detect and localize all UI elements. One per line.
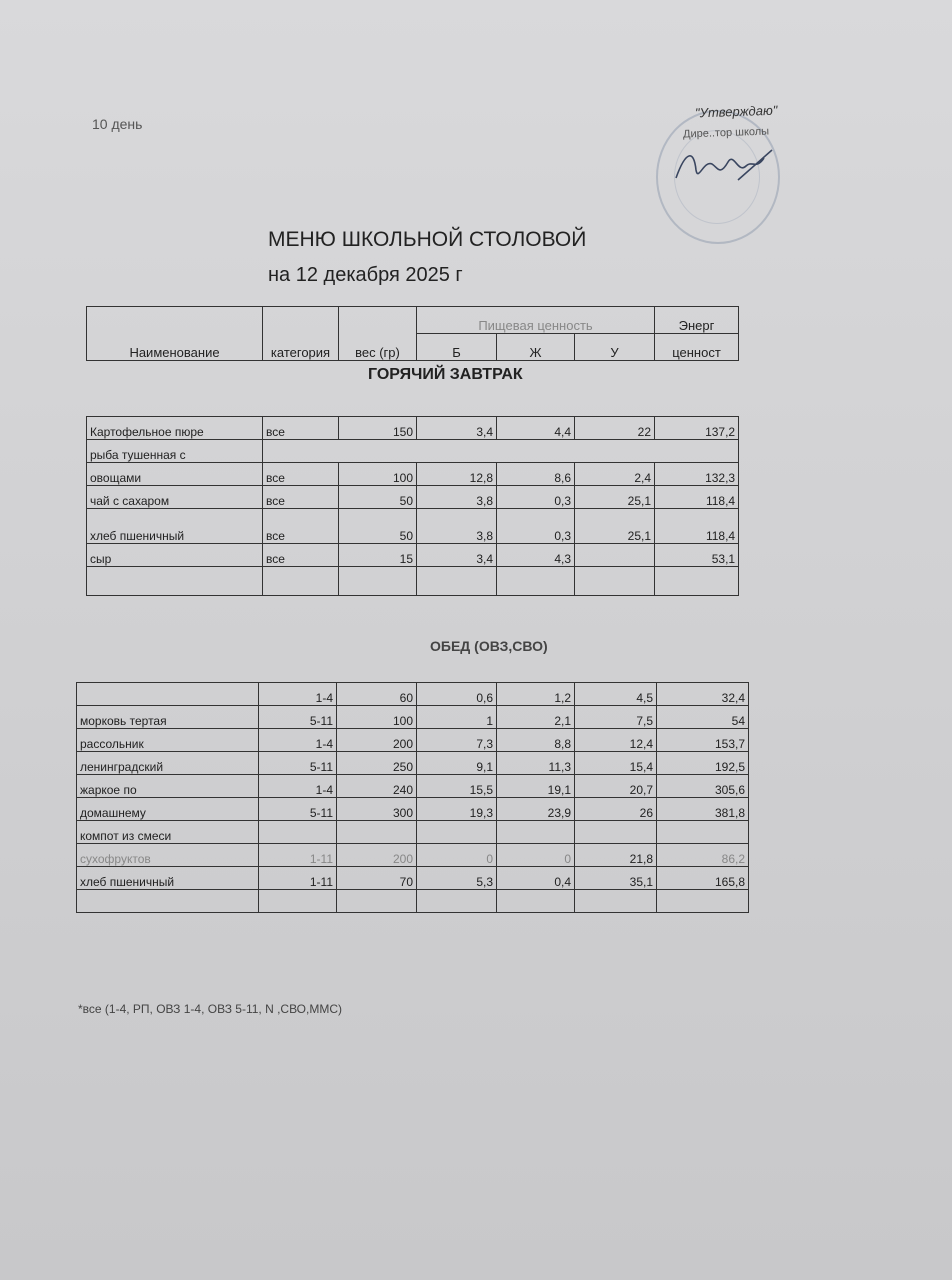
header-nutrition: Пищевая ценность <box>417 307 655 334</box>
table-row <box>87 486 739 509</box>
lunch-zh: 23,9 <box>497 798 575 821</box>
dish-energy: 132,3 <box>655 463 739 486</box>
header-energy-top: Энерг <box>655 307 739 334</box>
header-weight: вес (гр) <box>339 307 417 361</box>
dish-name-cont: овощами <box>87 463 263 486</box>
lunch-category: 5-11 <box>259 752 337 775</box>
lunch-zh: 1,2 <box>497 683 575 706</box>
dish-name: рыба тушенная с <box>87 440 263 463</box>
lunch-weight: 60 <box>337 683 417 706</box>
dish-category: все <box>263 417 339 440</box>
table-row <box>77 844 749 867</box>
lunch-dish-name: хлеб пшеничный <box>77 867 259 890</box>
signature-icon <box>668 140 778 190</box>
dish-category: все <box>263 509 339 544</box>
lunch-title: ОБЕД (ОВЗ,СВО) <box>430 638 548 654</box>
header-u: У <box>575 334 655 361</box>
dish-energy: 118,4 <box>655 486 739 509</box>
dish-b: 3,8 <box>417 509 497 544</box>
header-category: категория <box>263 307 339 361</box>
lunch-category: 1-4 <box>259 729 337 752</box>
lunch-dish-name: рассольник <box>77 729 259 752</box>
lunch-weight: 200 <box>337 844 417 867</box>
table-row-empty <box>77 890 749 913</box>
table-row <box>77 798 749 821</box>
lunch-energy: 86,2 <box>657 844 749 867</box>
lunch-weight: 240 <box>337 775 417 798</box>
lunch-b: 5,3 <box>417 867 497 890</box>
footnote: *все (1-4, РП, ОВЗ 1-4, ОВЗ 5-11, N ,СВО,ММС) <box>78 1002 342 1016</box>
table-row <box>77 683 749 706</box>
lunch-energy: 165,8 <box>657 867 749 890</box>
lunch-weight: 70 <box>337 867 417 890</box>
lunch-weight: 100 <box>337 706 417 729</box>
lunch-energy: 305,6 <box>657 775 749 798</box>
lunch-u: 35,1 <box>575 867 657 890</box>
lunch-u: 7,5 <box>575 706 657 729</box>
lunch-zh: 11,3 <box>497 752 575 775</box>
lunch-u: 26 <box>575 798 657 821</box>
table-row <box>87 544 739 567</box>
header-energy-bottom: ценност <box>655 334 739 361</box>
table-row <box>77 821 749 844</box>
table-row <box>87 440 739 463</box>
dish-u <box>575 544 655 567</box>
lunch-zh: 2,1 <box>497 706 575 729</box>
lunch-dish-name: жаркое по <box>77 775 259 798</box>
lunch-weight: 200 <box>337 729 417 752</box>
day-label: 10 день <box>92 116 143 132</box>
lunch-b: 9,1 <box>417 752 497 775</box>
dish-name: чай с сахаром <box>87 486 263 509</box>
table-row <box>87 463 739 486</box>
breakfast-title: ГОРЯЧИЙ ЗАВТРАК <box>368 366 523 383</box>
table-row <box>77 752 749 775</box>
lunch-category: 1-4 <box>259 775 337 798</box>
lunch-u: 15,4 <box>575 752 657 775</box>
lunch-energy: 32,4 <box>657 683 749 706</box>
dish-u: 25,1 <box>575 509 655 544</box>
lunch-category: 5-11 <box>259 798 337 821</box>
dish-energy: 137,2 <box>655 417 739 440</box>
lunch-b: 7,3 <box>417 729 497 752</box>
lunch-dish-name: компот из смеси <box>77 821 259 844</box>
lunch-u: 21,8 <box>575 844 657 867</box>
lunch-table <box>76 682 749 913</box>
lunch-b: 19,3 <box>417 798 497 821</box>
lunch-zh: 8,8 <box>497 729 575 752</box>
table-row <box>77 706 749 729</box>
lunch-u: 20,7 <box>575 775 657 798</box>
dish-name: хлеб пшеничный <box>87 509 263 544</box>
page-date: на 12 декабря 2025 г <box>268 264 463 286</box>
approval-subtitle: Дире..тор школы <box>682 125 770 141</box>
lunch-b: 0,6 <box>417 683 497 706</box>
lunch-weight: 250 <box>337 752 417 775</box>
dish-weight: 50 <box>339 486 417 509</box>
dish-weight: 150 <box>339 417 417 440</box>
table-row <box>87 417 739 440</box>
lunch-category: 1-11 <box>259 844 337 867</box>
lunch-b: 0 <box>417 844 497 867</box>
header-name: Наименование <box>87 307 263 361</box>
lunch-energy: 192,5 <box>657 752 749 775</box>
lunch-category: 5-11 <box>259 706 337 729</box>
dish-category: все <box>263 544 339 567</box>
dish-b: 12,8 <box>417 463 497 486</box>
lunch-b: 1 <box>417 706 497 729</box>
dish-energy: 53,1 <box>655 544 739 567</box>
dish-energy: 118,4 <box>655 509 739 544</box>
dish-weight: 50 <box>339 509 417 544</box>
lunch-zh: 0 <box>497 844 575 867</box>
breakfast-table <box>86 406 739 596</box>
approval-title: "Утверждаю" <box>694 102 778 121</box>
lunch-dish-name: ленинградский <box>77 752 259 775</box>
lunch-u: 12,4 <box>575 729 657 752</box>
table-row <box>87 406 739 417</box>
dish-name: сыр <box>87 544 263 567</box>
lunch-energy: 381,8 <box>657 798 749 821</box>
lunch-u: 4,5 <box>575 683 657 706</box>
lunch-weight: 300 <box>337 798 417 821</box>
dish-zh: 0,3 <box>497 486 575 509</box>
dish-weight: 15 <box>339 544 417 567</box>
lunch-category: 1-11 <box>259 867 337 890</box>
dish-u: 22 <box>575 417 655 440</box>
table-row <box>87 509 739 544</box>
table-row <box>77 867 749 890</box>
lunch-b: 15,5 <box>417 775 497 798</box>
table-row-empty <box>87 567 739 596</box>
lunch-energy: 153,7 <box>657 729 749 752</box>
lunch-energy: 54 <box>657 706 749 729</box>
table-row <box>77 729 749 752</box>
lunch-category: 1-4 <box>259 683 337 706</box>
dish-zh: 8,6 <box>497 463 575 486</box>
lunch-zh: 0,4 <box>497 867 575 890</box>
dish-u: 2,4 <box>575 463 655 486</box>
lunch-dish-name <box>77 683 259 706</box>
dish-b: 3,4 <box>417 417 497 440</box>
header-b: Б <box>417 334 497 361</box>
dish-zh: 4,3 <box>497 544 575 567</box>
dish-zh: 4,4 <box>497 417 575 440</box>
lunch-zh: 19,1 <box>497 775 575 798</box>
table-row <box>77 775 749 798</box>
dish-b: 3,8 <box>417 486 497 509</box>
lunch-dish-name: морковь тертая <box>77 706 259 729</box>
dish-b: 3,4 <box>417 544 497 567</box>
dish-name: Картофельное пюре <box>87 417 263 440</box>
dish-category: все <box>263 486 339 509</box>
page-title: МЕНЮ ШКОЛЬНОЙ СТОЛОВОЙ <box>268 228 587 251</box>
dish-weight: 100 <box>339 463 417 486</box>
dish-u: 25,1 <box>575 486 655 509</box>
dish-category: все <box>263 463 339 486</box>
lunch-dish-name: домашнему <box>77 798 259 821</box>
dish-zh: 0,3 <box>497 509 575 544</box>
header-zh: Ж <box>497 334 575 361</box>
header-table <box>86 306 739 361</box>
lunch-dish-name: сухофруктов <box>77 844 259 867</box>
